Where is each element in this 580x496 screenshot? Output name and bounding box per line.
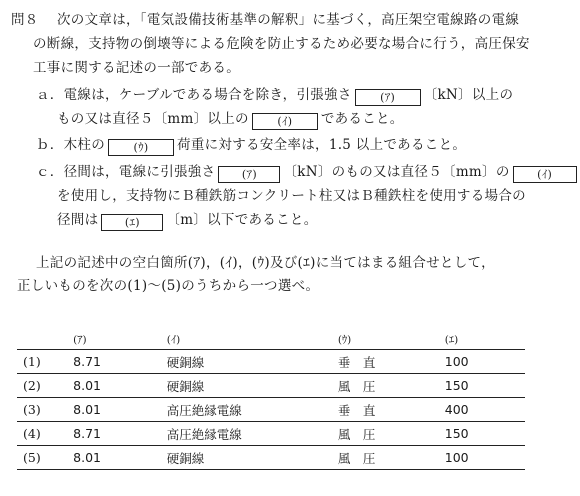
header-empty xyxy=(17,329,73,350)
blank-box-a-2: (ｱ) xyxy=(218,166,280,183)
instruction-line-1: 上記の記述中の空白箇所(ｱ)，(ｲ)，(ｳ)及び(ｴ)に当てはまる組合せとして， xyxy=(36,255,495,271)
table-row xyxy=(17,350,525,374)
cell-a: 8.71 xyxy=(73,350,167,374)
item-c-text-2: 〔kN〕のもの又は直径５〔mm〕の xyxy=(283,164,510,180)
instruction-line-2: 正しいものを次の(1)～(5)のうちから一つ選べ。 xyxy=(17,278,320,294)
table-row xyxy=(17,374,525,398)
cell-i: 高圧絶縁電線 xyxy=(167,422,338,446)
cell-a: 8.01 xyxy=(73,398,167,422)
cell-a: 8.71 xyxy=(73,422,167,446)
cell-e: 400 xyxy=(445,398,525,422)
header-i: (ｲ) xyxy=(167,329,338,350)
blank-box-a: (ｱ) xyxy=(355,89,421,106)
cell-i: 硬銅線 xyxy=(167,350,338,374)
table-row xyxy=(17,446,525,470)
cell-i: 硬銅線 xyxy=(167,446,338,470)
option-label: (3) xyxy=(17,398,73,422)
blank-box-i: (ｲ) xyxy=(252,113,318,130)
item-c-marker: ｃ． xyxy=(36,164,64,180)
cell-i: 高圧絶縁電線 xyxy=(167,398,338,422)
cell-u: 垂 直 xyxy=(338,398,445,422)
item-c-text-4: 〔m〕以下であること。 xyxy=(166,212,318,228)
item-c-line-3 xyxy=(57,210,318,231)
cell-u: 風 圧 xyxy=(338,422,445,446)
cell-u: 垂 直 xyxy=(338,350,445,374)
item-a-text-2: 〔kN〕以上の xyxy=(423,87,514,103)
cell-i: 硬銅線 xyxy=(167,374,338,398)
item-c-line-2: を使用し，支持物にＢ種鉄筋コンクリート柱又はＢ種鉄柱を使用する場合の xyxy=(57,188,526,204)
question-number: 問８ xyxy=(11,12,39,28)
item-a-line-2 xyxy=(57,109,404,130)
item-c-text-1: 径間は，電線に引張強さ xyxy=(63,164,216,180)
item-b-text-2: 荷重に対する安全率は，1.5 以上であること。 xyxy=(177,137,467,153)
option-label: (5) xyxy=(17,446,73,470)
cell-e: 150 xyxy=(445,422,525,446)
cell-a: 8.01 xyxy=(73,446,167,470)
intro-line-2: の断線，支持物の倒壊等による危険を防止するため必要な場合に行う，高圧保安 xyxy=(33,36,530,52)
answer-table xyxy=(17,329,525,470)
intro-line-1: 次の文章は，「電気設備技術基準の解釈」に基づく，高圧架空電線路の電線 xyxy=(57,12,520,28)
option-label: (2) xyxy=(17,374,73,398)
item-a-text-3: もの又は直径５〔mm〕以上の xyxy=(57,111,249,127)
header-u: (ｳ) xyxy=(338,329,445,350)
item-a-marker: ａ． xyxy=(36,87,64,103)
option-label: (1) xyxy=(17,350,73,374)
header-e: (ｴ) xyxy=(445,329,525,350)
cell-a: 8.01 xyxy=(73,374,167,398)
blank-box-u: (ｳ) xyxy=(108,139,174,156)
item-b-line xyxy=(36,135,466,156)
item-a-text-1: 電線は，ケーブルである場合を除き，引張強さ xyxy=(63,87,352,103)
cell-e: 100 xyxy=(445,446,525,470)
table-row xyxy=(17,398,525,422)
blank-box-e: (ｴ) xyxy=(101,214,163,231)
cell-u: 風 圧 xyxy=(338,446,445,470)
blank-box-i-2: (ｲ) xyxy=(513,166,577,183)
item-a-line-1 xyxy=(36,85,513,106)
cell-u: 風 圧 xyxy=(338,374,445,398)
table-row xyxy=(17,422,525,446)
item-c-line-1 xyxy=(36,162,580,183)
item-b-text-1: 木柱の xyxy=(63,137,106,153)
intro-line-3: 工事に関する記述の一部である。 xyxy=(33,60,240,76)
table-header-row xyxy=(17,329,525,350)
option-label: (4) xyxy=(17,422,73,446)
item-a-text-4: であること。 xyxy=(320,111,404,127)
cell-e: 100 xyxy=(445,350,525,374)
item-b-marker: ｂ． xyxy=(36,137,64,153)
item-c-text-3: 径間は xyxy=(57,212,99,228)
cell-e: 150 xyxy=(445,374,525,398)
header-a: (ｱ) xyxy=(73,329,167,350)
